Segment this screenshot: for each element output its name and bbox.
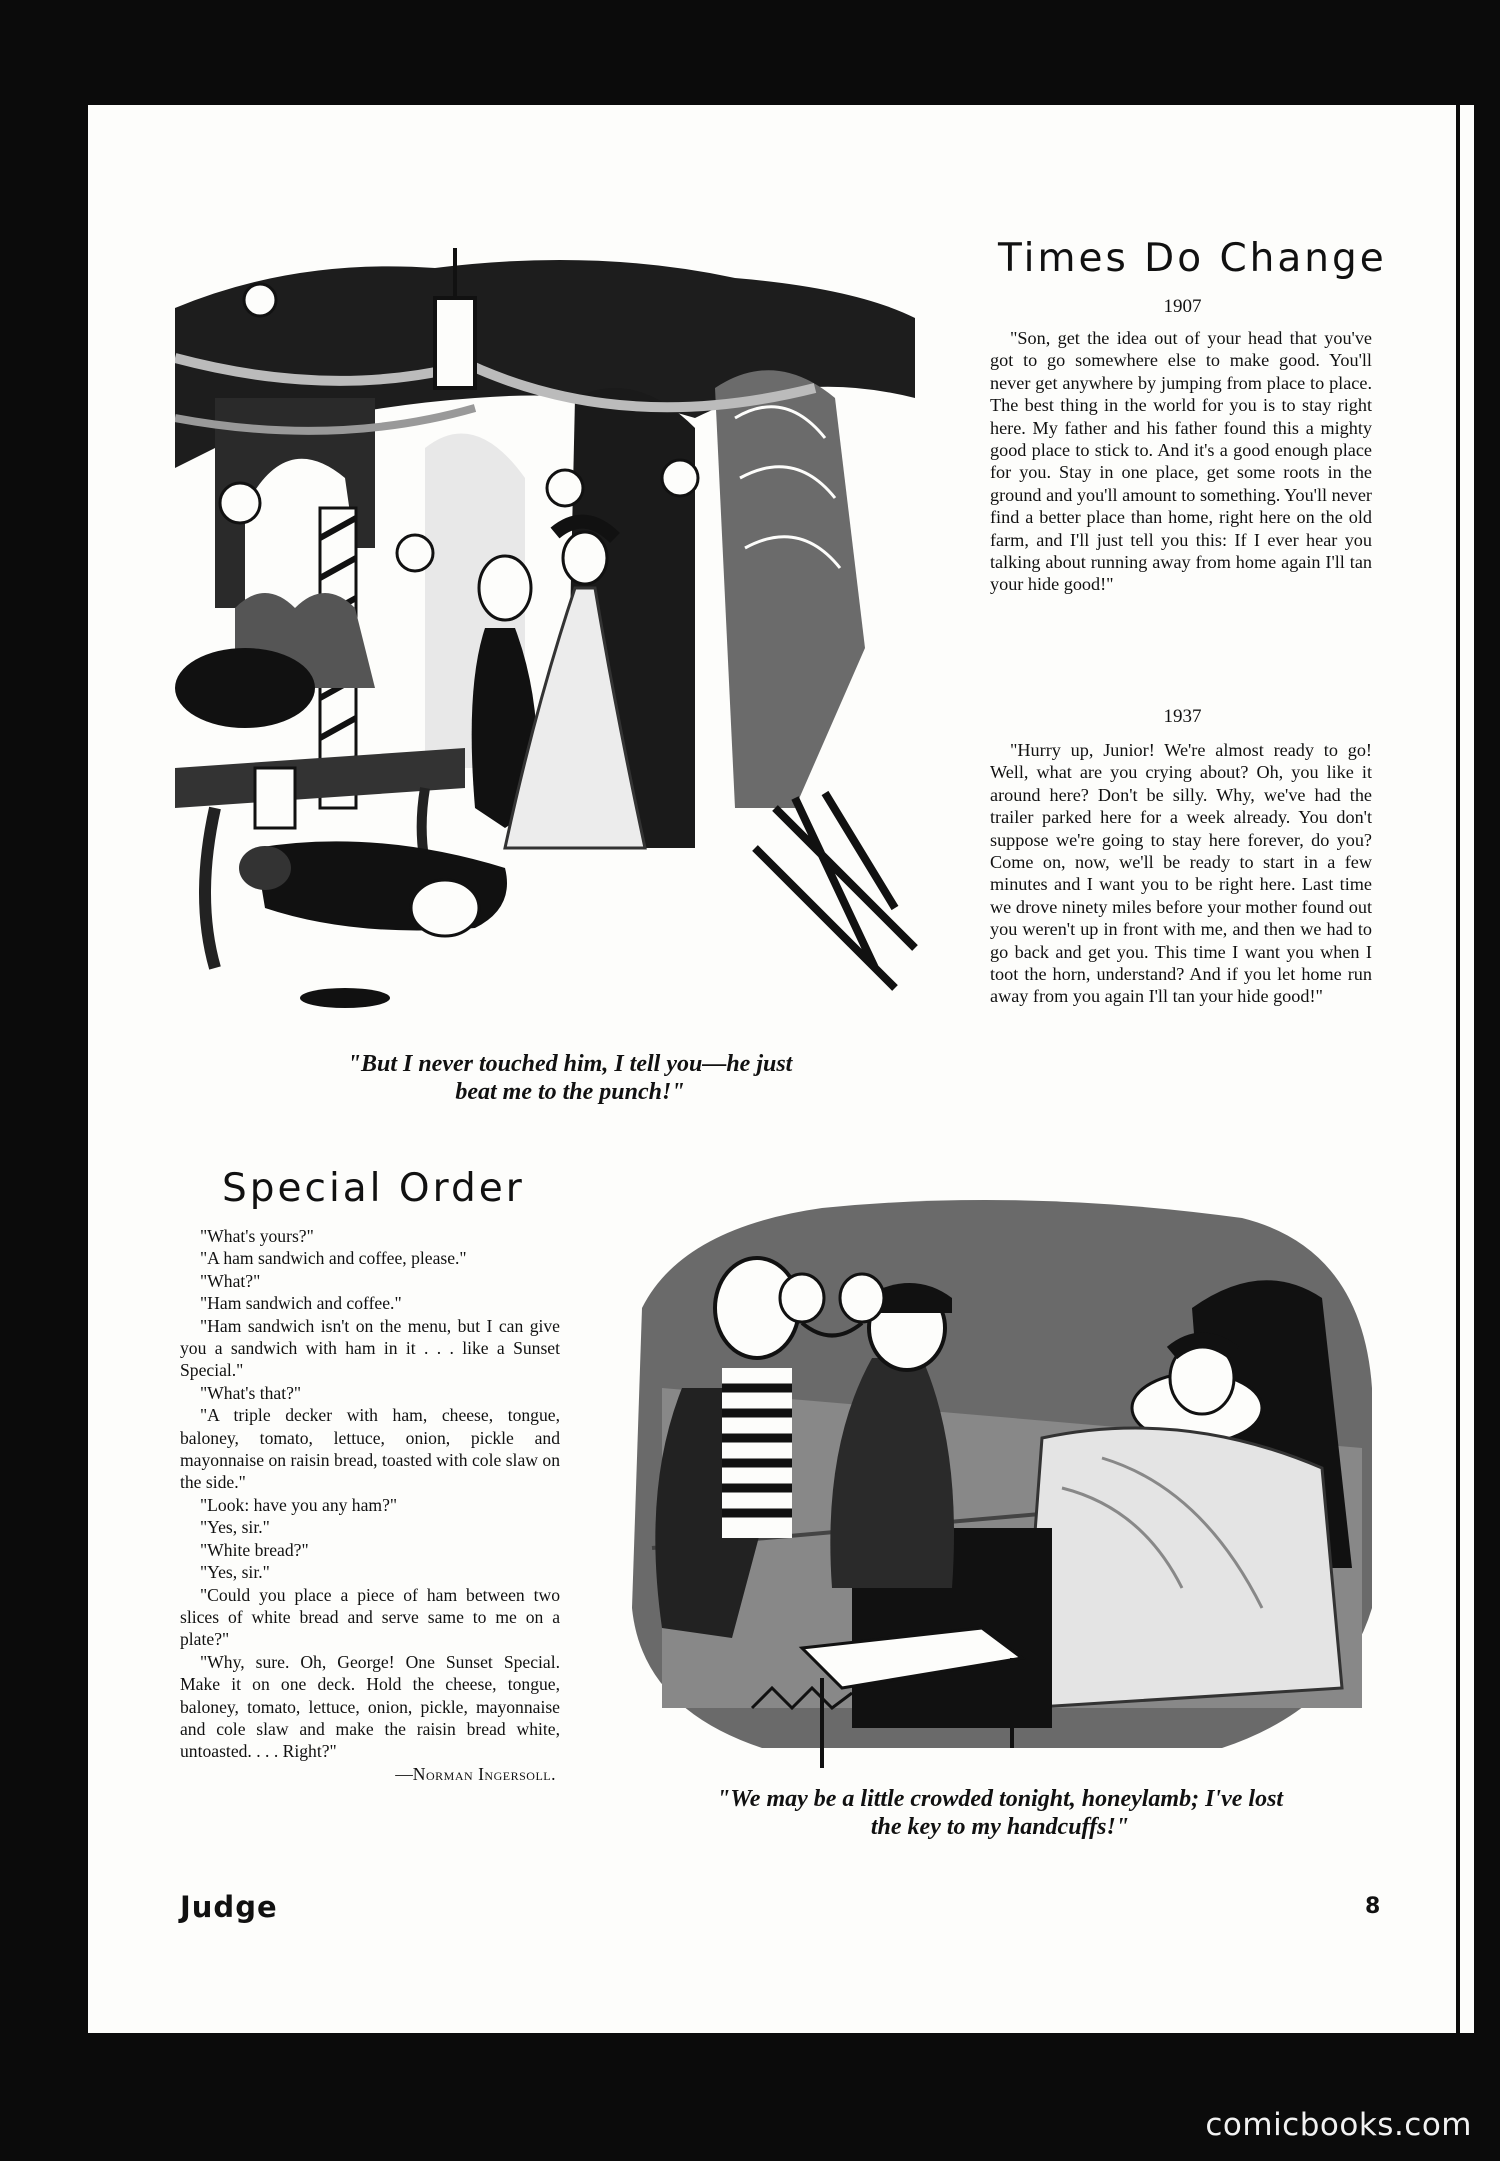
year-1937: 1937 (1163, 706, 1202, 727)
paragraph: "Hurry up, Junior! We're almost ready to go! Well, what are you crying about? Oh, you like it around here? Don't be silly. Why, we've had the trailer parked here for a week already. You don't suppose we're going to stay here forever, do you? Come on, now, we'll be ready to start in a few minutes and I want you to be right here. Last time we drove ninety miles before your mother found out you weren't up in front with me, and then we had to go back and get you. This time I want you when I toot the horn, understand? And if you let home run away from you again I'll tan your hide good!" (990, 740, 1372, 1007)
caption-line-2: beat me to the punch!" (455, 1079, 685, 1105)
dialogue-line: "Yes, sir." (200, 1517, 270, 1538)
caption-line-1: "We may be a little crowded tonight, honeylamb; I've lost (716, 1786, 1284, 1812)
dialogue-line: "What's that?" (200, 1382, 302, 1403)
dialogue-line: "Ham sandwich and coffee." (200, 1293, 402, 1314)
party-cartoon (175, 248, 935, 1028)
times-1937-text (990, 739, 1372, 1008)
dialogue-line: "Yes, sir." (200, 1562, 270, 1583)
times-do-change-title: Times Do Change (998, 236, 1387, 281)
author-signature (180, 1763, 560, 1785)
dialogue-line: "What's yours?" (200, 1226, 314, 1246)
times-1907-text (990, 327, 1372, 596)
author-name: Norman Ingersoll. (412, 1763, 556, 1784)
dialogue-line: "White bread?" (200, 1539, 309, 1560)
party-cartoon-caption (210, 1050, 930, 1106)
caption-line-1: "But I never touched him, I tell you—he just (347, 1051, 793, 1077)
special-order-text (180, 1225, 560, 1785)
paragraph: "Son, get the idea out of your head that you've got to go somewhere else to make good. You'll never get anywhere by jumping from place to place. The best thing in the world for you is to stay right here. My father and his father found this a mighty good place to stick to. And it's a good enough place for you. Stay in one place, get some roots in the ground and you'll amount to something. You'll never find a better place than home, right here on the old farm, and I'll just tell you this: If I ever hear you talking about running away from home again I'll tan your hide good!" (990, 328, 1372, 595)
magazine-name-footer: Judge (180, 1890, 278, 1924)
signature-dash: — (395, 1763, 413, 1784)
special-order-title: Special Order (222, 1166, 525, 1211)
handcuffs-cartoon-caption (620, 1785, 1380, 1841)
year-1907: 1907 (1163, 296, 1202, 317)
next-page-edge (1460, 105, 1474, 2033)
dialogue-line: "Ham sandwich isn't on the menu, but I can give you a sandwich with ham in it . . . like a Sunset Special." (180, 1315, 560, 1381)
dialogue-line: "Look: have you any ham?" (200, 1494, 398, 1515)
dialogue-line: "Could you place a piece of ham between two slices of white bread and serve same to me on a plate?" (180, 1584, 560, 1650)
dialogue-line: "What?" (200, 1270, 261, 1291)
dialogue-line: "A ham sandwich and coffee, please." (200, 1248, 467, 1269)
handcuffs-cartoon (622, 1188, 1382, 1778)
dialogue-line: "Why, sure. Oh, George! One Sunset Special. Make it on one deck. Hold the cheese, tongue, baloney, tomato, lettuce, onion, pickle, mayonnaise and cole slaw and make the raisin bread white, untoasted. . . . Right?" (180, 1651, 560, 1762)
page-number: 8 (1365, 1894, 1381, 1919)
caption-line-2: the key to my handcuffs!" (870, 1814, 1130, 1840)
dialogue-line: "A triple decker with ham, cheese, tongue, baloney, tomato, lettuce, onion, pickle and mayonnaise on raisin bread, toasted with cole slaw on the side." (180, 1405, 560, 1493)
site-watermark: comicbooks.com (1205, 2107, 1472, 2143)
